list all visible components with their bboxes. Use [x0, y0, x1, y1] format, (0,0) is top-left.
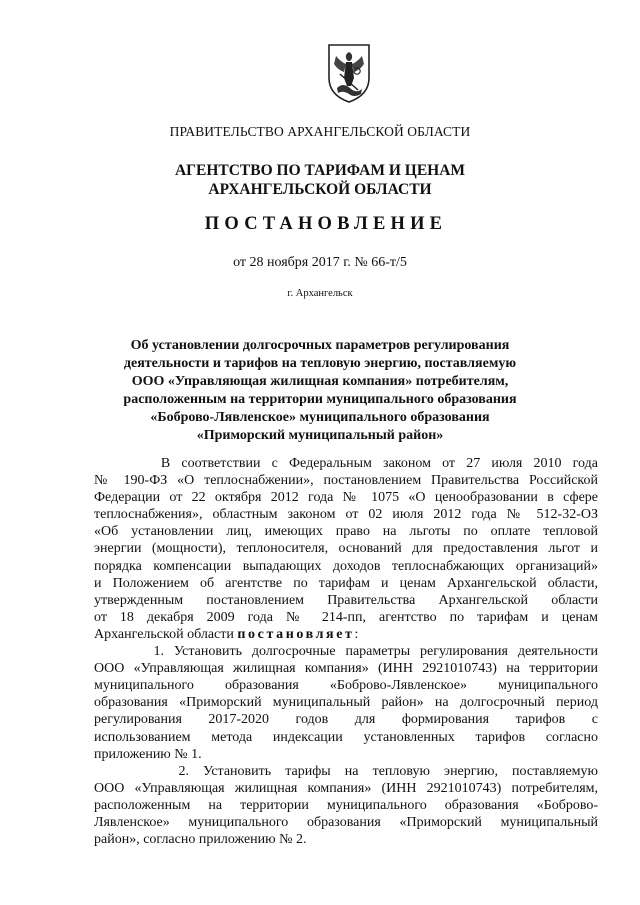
- title-line: «Боброво-Лявленское» муниципального образования: [150, 410, 490, 425]
- resolves-suffix: :: [354, 626, 359, 642]
- body-line: муниципального образования «Боброво-Лявленское» муниципального: [94, 678, 598, 694]
- resolves-keyword: постановляет: [237, 626, 355, 642]
- body-line: 1. Установить долгосрочные параметры регулирования деятельности: [94, 644, 598, 660]
- item-2-paragraph: [94, 763, 598, 848]
- agency-name-line1: АГЕНТСТВО ПО ТАРИФАМ И ЦЕНАМ: [174, 162, 466, 179]
- title-line: ООО «Управляющая жилищная компания» потребителям,: [131, 374, 509, 389]
- document-title: [0, 337, 640, 445]
- body-line: теплоснабжения», областным законом от 02 июля 2012 года № 512-32-ОЗ: [94, 507, 598, 523]
- title-line: расположенным на территории муниципального образования: [123, 392, 517, 407]
- preamble-paragraph: [94, 455, 598, 643]
- government-name: ПРАВИТЕЛЬСТВО АРХАНГЕЛЬСКОЙ ОБЛАСТИ: [169, 124, 471, 139]
- body-line: Федерации от 22 октября 2012 года № 1075 «О ценообразовании в сфере: [94, 490, 598, 506]
- body-line: от 18 декабря 2009 года № 214-пп, агентство по тарифам и ценам: [94, 609, 598, 625]
- body-line: Лявленское» муниципального образования «Приморский муниципальный: [94, 814, 598, 830]
- body-line: ООО «Управляющая жилищная компания» (ИНН 2921010743) на территории: [94, 661, 598, 677]
- body-line: утвержденным постановлением Правительства Архангельской области: [94, 592, 598, 608]
- body-line: № 190-ФЗ «О теплоснабжении», постановлением Правительства Российской: [94, 473, 598, 489]
- body-line: и Положением об агентстве по тарифам и ценам Архангельской области,: [94, 575, 598, 591]
- title-line: «Приморский муниципальный район»: [196, 428, 444, 443]
- agency-name: [0, 161, 640, 199]
- body-line: 2. Установить тарифы на тепловую энергию, поставляемую: [94, 763, 598, 779]
- body-line: приложению № 1.: [94, 746, 202, 762]
- title-line: Об установлении долгосрочных параметров регулирования: [130, 338, 510, 353]
- body-line: В соответствии с Федеральным законом от 27 июля 2010 года: [94, 456, 598, 471]
- body-line: порядка компенсации выпадающих доходов теплоснабжающих организаций»: [94, 558, 598, 574]
- body-line: использованием метода индексации установленных тарифов согласно: [94, 729, 598, 745]
- body-line: образования «Приморский муниципальный район» на долгосрочный период: [94, 695, 598, 711]
- body-line: ООО «Управляющая жилищная компания» (ИНН 2921010743) потребителям,: [94, 780, 598, 796]
- body-line: «Об установлении лиц, имеющих право на льготы по оплате тепловой: [94, 524, 598, 540]
- document-type: ПОСТАНОВЛЕНИЕ: [204, 214, 448, 234]
- body-line: расположенным на территории муниципального образования «Боброво-: [94, 797, 598, 813]
- title-line: деятельности и тарифов на тепловую энергию, поставляемую: [123, 356, 517, 371]
- item-1-paragraph: [94, 643, 598, 763]
- coat-of-arms-emblem: [326, 42, 372, 104]
- document-body: [94, 455, 598, 848]
- date-and-number: от 28 ноября 2017 г. № 66-т/5: [233, 255, 407, 270]
- agency-name-line2: АРХАНГЕЛЬСКОЙ ОБЛАСТИ: [208, 181, 432, 198]
- city: г. Архангельск: [287, 288, 353, 299]
- body-line: район», согласно приложению № 2.: [94, 832, 307, 848]
- body-line: энергии (мощности), теплоносителя, оснований для предоставления льгот и: [94, 541, 598, 557]
- body-line-resolves: [94, 626, 598, 643]
- body-line: регулирования 2017-2020 годов для формирования тарифов с: [94, 712, 598, 728]
- resolves-prefix: Архангельской области: [94, 626, 238, 642]
